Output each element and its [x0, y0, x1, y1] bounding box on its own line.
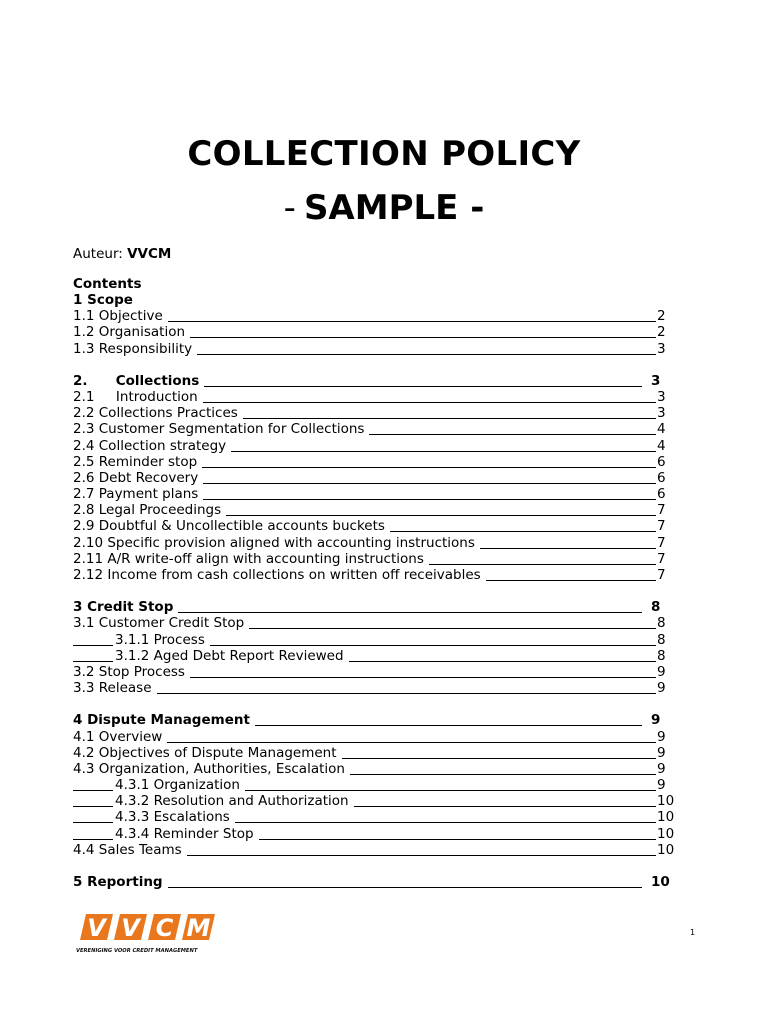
- toc-leader-line: [167, 742, 656, 743]
- toc-leader-line: [204, 386, 642, 387]
- toc-page-number: 6: [657, 453, 666, 470]
- toc-indent-line: [73, 822, 113, 823]
- toc-leader-line: [390, 531, 656, 532]
- document-title: COLLECTION POLICY: [187, 134, 581, 174]
- toc-entry[interactable]: [73, 826, 673, 842]
- toc-leader-line: [190, 677, 656, 678]
- toc-entry[interactable]: [73, 842, 673, 858]
- toc-entry[interactable]: [73, 292, 673, 308]
- toc-leader-line: [226, 515, 656, 516]
- toc-page-number: 8: [657, 647, 666, 664]
- toc-page-number: 7: [657, 550, 666, 567]
- logo-letter-tile: [182, 914, 215, 942]
- toc-entry-title: 2. Collections: [73, 372, 200, 389]
- toc-leader-line: [178, 612, 642, 613]
- toc-entry-title: 1.1 Objective: [73, 308, 163, 325]
- vvcm-logo: [74, 912, 224, 954]
- toc-entry-title: 4.3.4 Reminder Stop: [115, 825, 254, 842]
- toc-entry[interactable]: [73, 664, 673, 680]
- toc-page-number: 7: [657, 502, 666, 519]
- toc-indent-line: [73, 645, 113, 646]
- toc-leader-line: [259, 839, 656, 840]
- toc-page-number: 6: [657, 469, 666, 486]
- toc-entry-title: 4.3.2 Resolution and Authorization: [115, 793, 349, 810]
- toc-leader-line: [157, 693, 656, 694]
- toc-indent-line: [73, 661, 113, 662]
- toc-entry-title: 3.2 Stop Process: [73, 663, 185, 680]
- toc-leader-line: [197, 354, 656, 355]
- toc-entry-title: 4.3.3 Escalations: [115, 809, 230, 826]
- toc-entry[interactable]: [73, 341, 673, 357]
- toc-entry-title: 4.1 Overview: [73, 728, 163, 745]
- toc-leader-line: [245, 790, 656, 791]
- toc-leader-line: [210, 645, 656, 646]
- toc-entry[interactable]: [73, 567, 673, 583]
- toc-entry-title: 2.8 Legal Proceedings: [73, 502, 222, 519]
- toc-page-number: 3: [657, 340, 666, 357]
- toc-page-number: 9: [651, 712, 661, 729]
- toc-entry-title: 2.10 Specific provision aligned with accounting instructions: [73, 534, 475, 551]
- toc-entry[interactable]: [73, 454, 673, 470]
- toc-leader-line: [203, 499, 656, 500]
- toc-leader-line: [255, 725, 642, 726]
- toc-page-number: 9: [657, 663, 666, 680]
- toc-page-number: 4: [657, 421, 666, 438]
- table-of-contents: [73, 292, 673, 890]
- toc-entry[interactable]: [73, 535, 673, 551]
- toc-leader-line: [249, 628, 656, 629]
- toc-page-number: 2: [657, 308, 666, 325]
- contents-heading: Contents: [73, 276, 142, 292]
- toc-page-number: 8: [657, 615, 666, 632]
- toc-entry[interactable]: [73, 599, 673, 615]
- svg-text:V: V: [87, 914, 106, 942]
- toc-entry[interactable]: [73, 518, 673, 534]
- toc-leader-line: [231, 451, 656, 452]
- author-name: VVCM: [127, 246, 172, 262]
- svg-text:M: M: [186, 914, 211, 942]
- toc-page-number: 9: [657, 744, 666, 761]
- toc-page-number: 4: [657, 437, 666, 454]
- toc-leader-line: [486, 580, 656, 581]
- toc-page-number: 9: [657, 728, 666, 745]
- toc-entry-title: 2.12 Income from cash collections on written off receivables: [73, 567, 481, 583]
- toc-entry-title: 2.5 Reminder stop: [73, 453, 198, 470]
- toc-leader-line: [202, 467, 656, 468]
- toc-entry-title: 2.6 Debt Recovery: [73, 469, 199, 486]
- toc-page-number: 10: [657, 841, 675, 858]
- toc-entry[interactable]: [73, 486, 673, 502]
- toc-page-number: 2: [657, 324, 666, 341]
- toc-entry[interactable]: [73, 502, 673, 518]
- toc-leader-line: [480, 548, 656, 549]
- toc-page-number: 10: [657, 809, 675, 826]
- toc-page-number: 3: [657, 405, 666, 422]
- toc-entry[interactable]: [73, 761, 673, 777]
- toc-leader-line: [429, 564, 656, 565]
- author-label: Auteur:: [73, 246, 123, 262]
- toc-entry-title: 2.7 Payment plans: [73, 486, 199, 503]
- page-number: 1: [690, 928, 696, 937]
- author-line: [73, 246, 171, 262]
- toc-entry[interactable]: [73, 421, 673, 437]
- toc-entry-title: 4.3 Organization, Authorities, Escalation: [73, 760, 345, 777]
- toc-entry[interactable]: [73, 729, 673, 745]
- toc-page-number: 6: [657, 486, 666, 503]
- toc-page-number: 7: [657, 518, 666, 535]
- toc-leader-line: [349, 661, 656, 662]
- toc-page-number: 7: [657, 534, 666, 551]
- toc-page-number: 9: [657, 680, 666, 697]
- toc-page-number: 10: [651, 874, 670, 890]
- toc-page-number: 10: [657, 825, 675, 842]
- toc-entry[interactable]: [73, 551, 673, 567]
- toc-entry-title: 1 Scope: [73, 292, 133, 308]
- toc-entry[interactable]: [73, 809, 673, 825]
- toc-entry-title: 3.1.2 Aged Debt Report Reviewed: [115, 647, 344, 664]
- toc-page-number: 8: [657, 631, 666, 648]
- toc-page-number: 8: [651, 599, 661, 616]
- toc-leader-line: [168, 321, 656, 322]
- toc-leader-line: [203, 483, 656, 484]
- toc-entry[interactable]: [73, 389, 673, 405]
- toc-entry-title: 2.1 Introduction: [73, 388, 198, 405]
- logo-letter-tile: [80, 914, 113, 942]
- toc-entry-title: 3.3 Release: [73, 680, 152, 697]
- toc-leader-line: [168, 887, 642, 888]
- document-subtitle: [0, 188, 768, 228]
- toc-page-number: 7: [657, 567, 666, 583]
- toc-entry[interactable]: [73, 793, 673, 809]
- subtitle-dash: -: [283, 188, 296, 228]
- toc-entry[interactable]: [73, 470, 673, 486]
- subtitle-text: SAMPLE -: [303, 188, 485, 228]
- svg-text:V: V: [121, 914, 140, 942]
- toc-entry-title: 4 Dispute Management: [73, 712, 250, 729]
- toc-entry[interactable]: [73, 648, 673, 664]
- toc-leader-line: [342, 758, 656, 759]
- toc-entry[interactable]: [73, 438, 673, 454]
- toc-page-number: 9: [657, 777, 666, 794]
- logo-letter-tile: [148, 914, 181, 942]
- toc-page-number: 10: [657, 793, 675, 810]
- toc-entry-title: 2.3 Customer Segmentation for Collections: [73, 421, 365, 438]
- toc-entry[interactable]: [73, 680, 673, 696]
- toc-entry-title: 4.2 Objectives of Dispute Management: [73, 744, 337, 761]
- toc-entry[interactable]: [73, 615, 673, 631]
- toc-entry[interactable]: [73, 745, 673, 761]
- toc-leader-line: [243, 418, 656, 419]
- toc-entry[interactable]: [73, 324, 673, 340]
- toc-entry[interactable]: [73, 777, 673, 793]
- toc-indent-line: [73, 839, 113, 840]
- toc-page-number: 3: [651, 372, 661, 389]
- logo-tagline: VERENIGING VOOR CREDIT MANAGEMENT: [76, 948, 198, 954]
- toc-page-number: 3: [657, 388, 666, 405]
- toc-leader-line: [350, 774, 656, 775]
- toc-leader-line: [203, 402, 656, 403]
- toc-entry-title: 2.2 Collections Practices: [73, 405, 238, 422]
- toc-entry-title: 2.9 Doubtful & Uncollectible accounts buckets: [73, 518, 385, 535]
- toc-leader-line: [187, 855, 656, 856]
- toc-leader-line: [369, 434, 656, 435]
- toc-entry-title: 4.3.1 Organization: [115, 777, 240, 794]
- toc-entry[interactable]: [73, 373, 673, 389]
- toc-leader-line: [354, 806, 656, 807]
- toc-entry-title: 3.1 Customer Credit Stop: [73, 615, 245, 632]
- toc-leader-line: [235, 822, 656, 823]
- toc-entry-title: 4.4 Sales Teams: [73, 841, 182, 858]
- toc-entry-title: 1.3 Responsibility: [73, 340, 193, 357]
- toc-page-number: 9: [657, 760, 666, 777]
- toc-entry-title: 3.1.1 Process: [115, 631, 205, 648]
- toc-entry-title: 2.4 Collection strategy: [73, 437, 227, 454]
- logo-letter-tile: [114, 914, 147, 942]
- toc-entry-title: 3 Credit Stop: [73, 599, 174, 616]
- toc-entry[interactable]: [73, 632, 673, 648]
- toc-entry-title: 1.2 Organisation: [73, 324, 186, 341]
- toc-indent-line: [73, 806, 113, 807]
- toc-entry-title: 5 Reporting: [73, 874, 163, 890]
- toc-entry[interactable]: [73, 405, 673, 421]
- toc-entry[interactable]: [73, 712, 673, 728]
- toc-leader-line: [190, 337, 656, 338]
- svg-text:C: C: [155, 914, 174, 942]
- toc-indent-line: [73, 790, 113, 791]
- toc-entry[interactable]: [73, 308, 673, 324]
- toc-entry[interactable]: [73, 874, 673, 890]
- toc-entry-title: 2.11 A/R write-off align with accounting instructions: [73, 550, 424, 567]
